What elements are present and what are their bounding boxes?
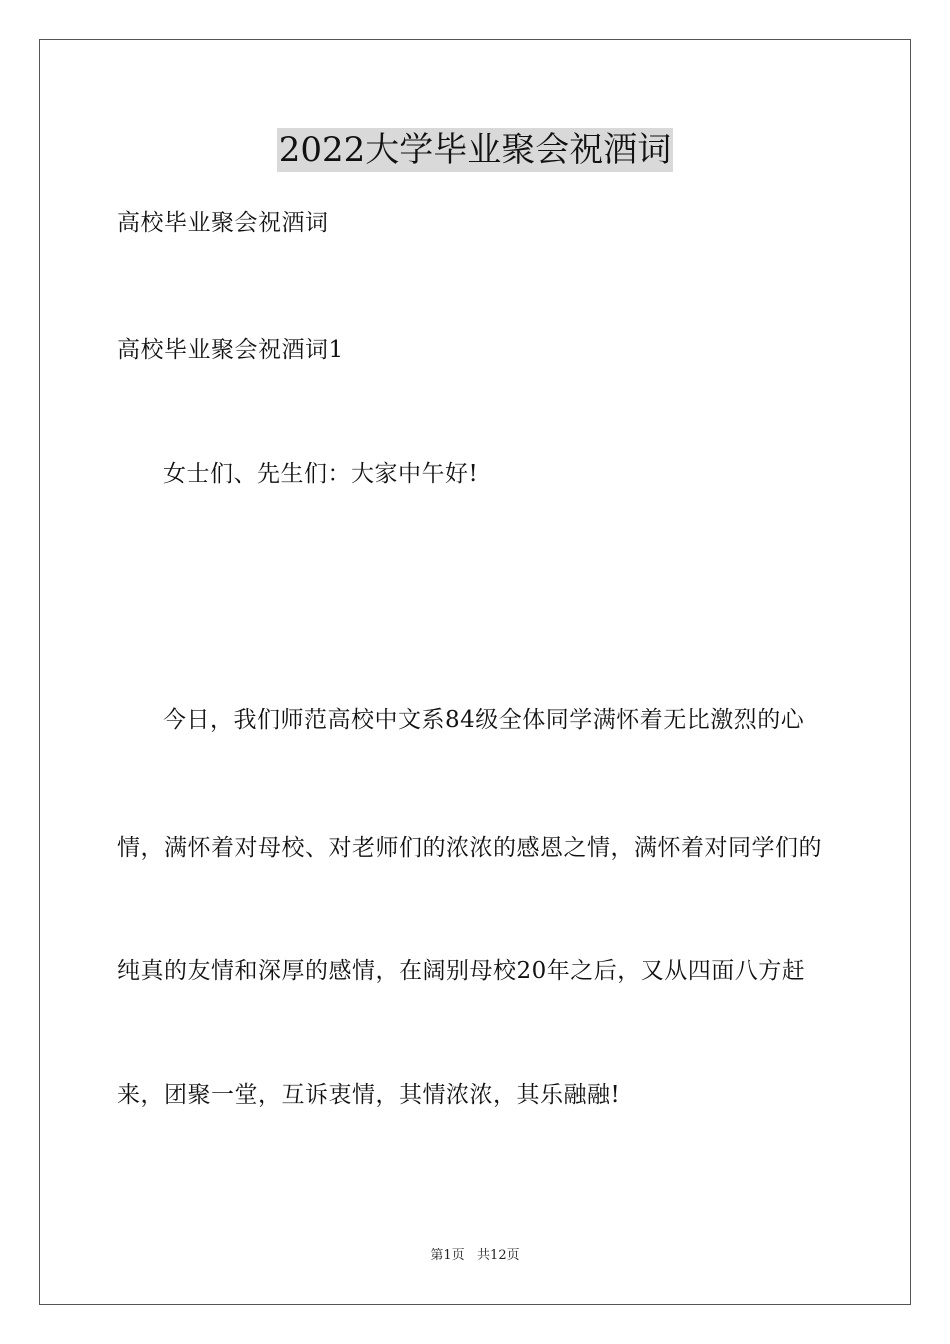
greeting-line: 女士们、先生们：大家中午好! (163, 461, 479, 487)
title-container (0, 128, 950, 172)
paragraph-line-1: 今日，我们师范高校中文系84级全体同学满怀着无比激烈的心 (163, 707, 805, 733)
paragraph-line-4: 来，团聚一堂，互诉衷情，其情浓浓，其乐融融! (117, 1082, 621, 1108)
document-title: 2022大学毕业聚会祝酒词 (278, 130, 672, 170)
document-subtitle: 高校毕业聚会祝酒词 (117, 210, 329, 236)
paragraph-line-2: 情，满怀着对母校、对老师们的浓浓的感恩之情，满怀着对同学们的 (117, 835, 822, 861)
paragraph-line-3: 纯真的友情和深厚的感情，在阔别母校20年之后，又从四面八方赶 (117, 958, 806, 984)
section-heading: 高校毕业聚会祝酒词1 (117, 337, 344, 363)
page-footer: 第1页 共12页 (430, 1248, 520, 1263)
